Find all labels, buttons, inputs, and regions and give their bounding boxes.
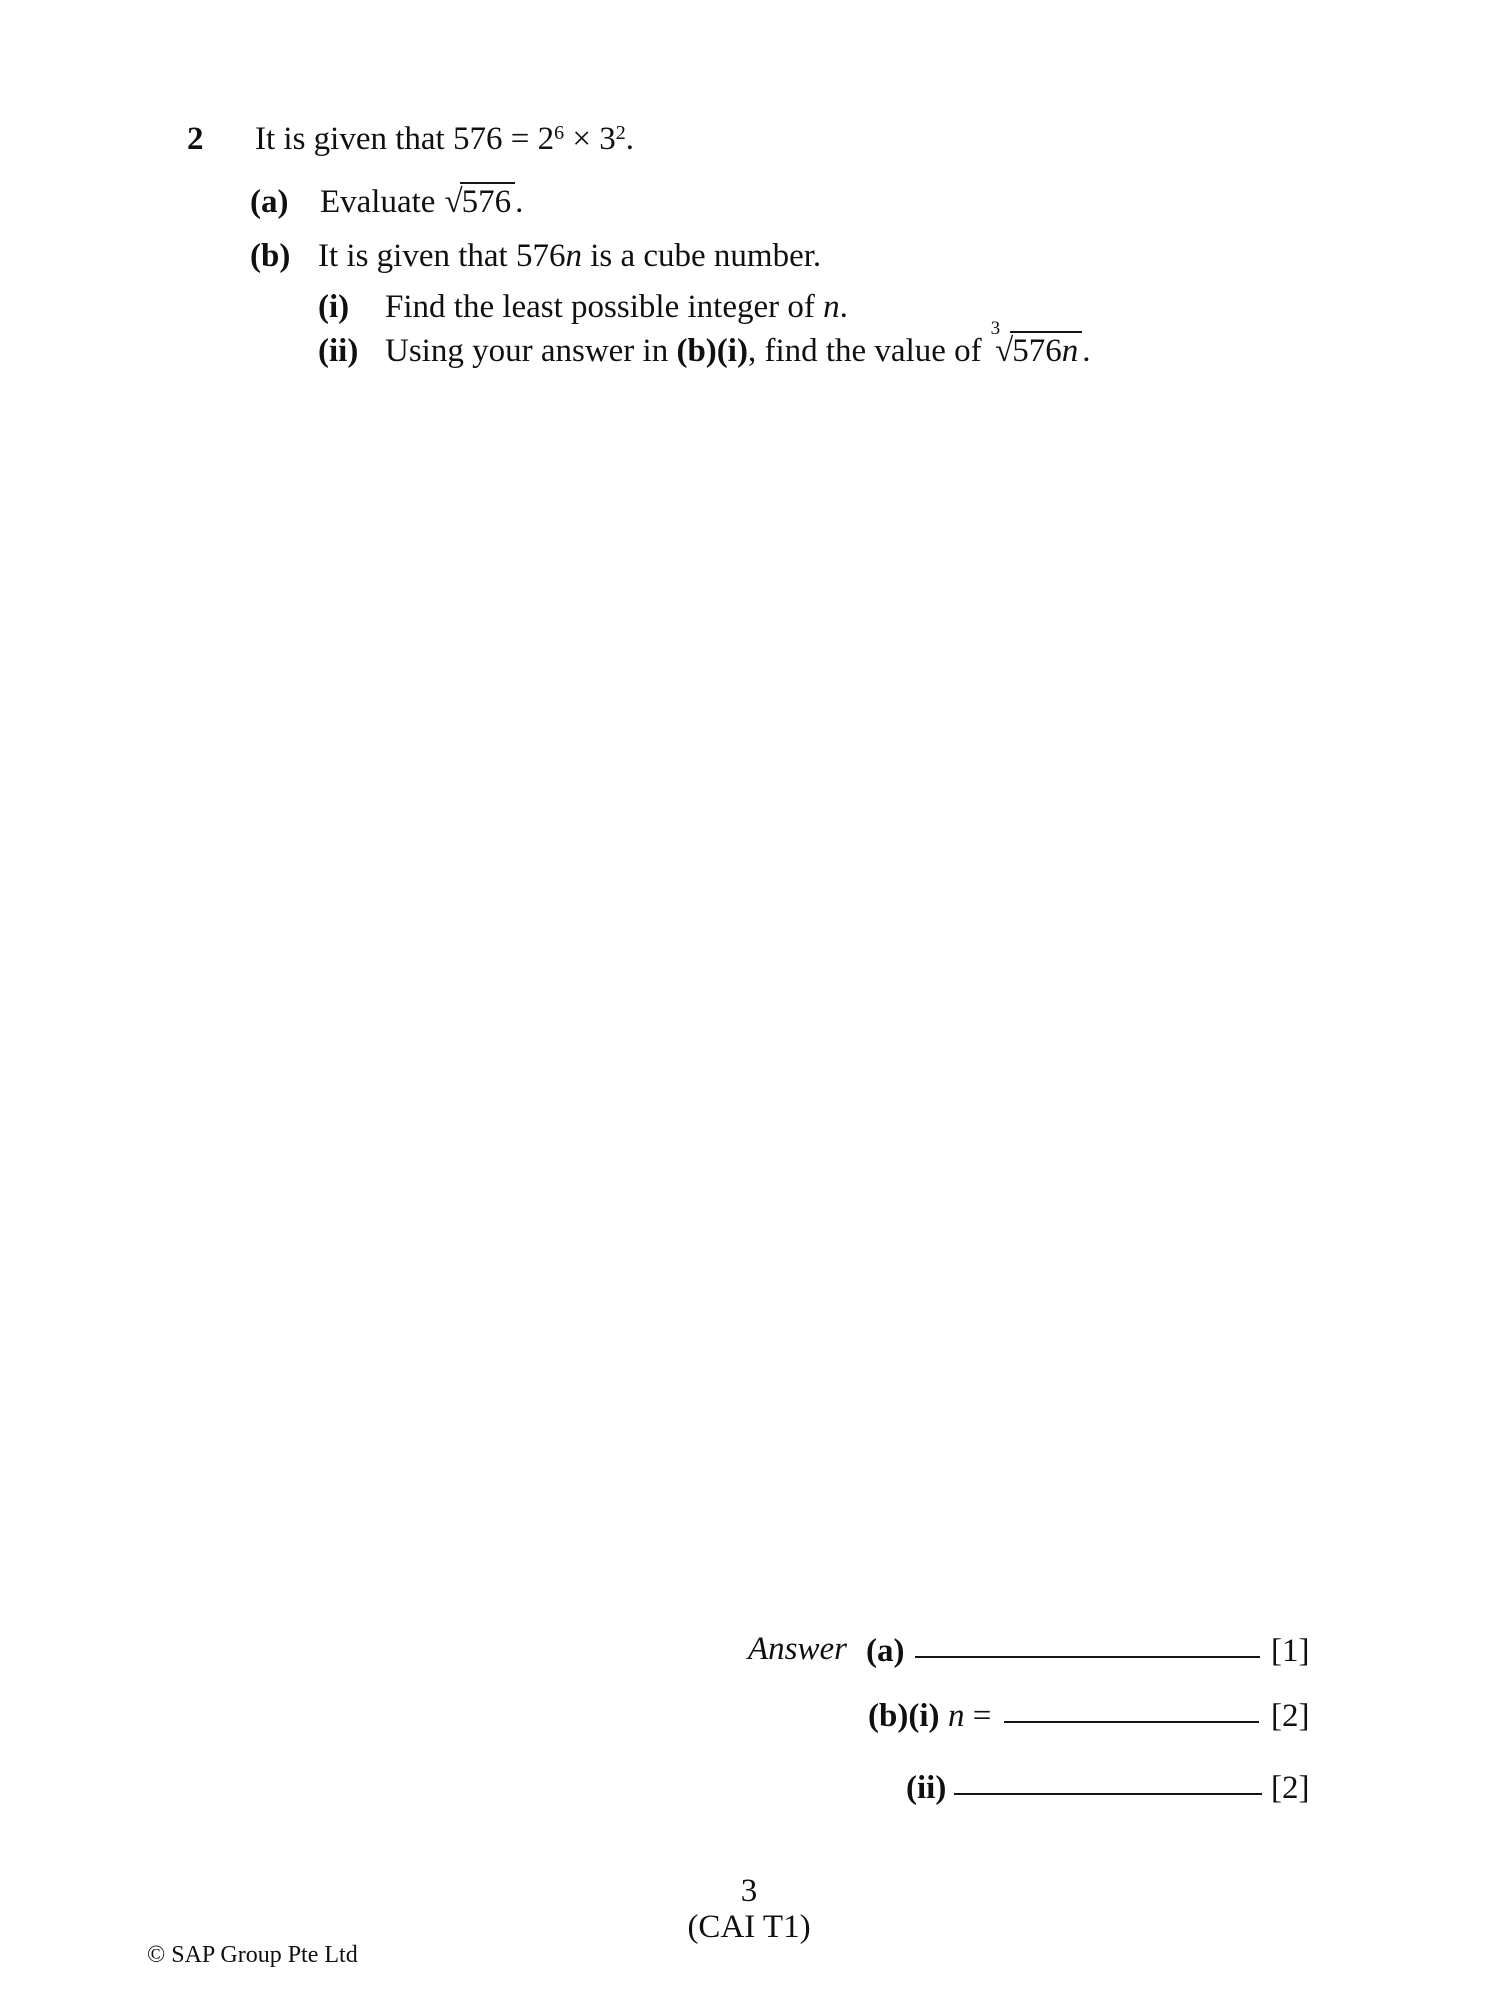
radical-sign: √ (444, 184, 463, 220)
answer-bi-variable (948, 1698, 991, 1734)
cube-root-index: 3 (990, 318, 1001, 339)
question-number: 2 (187, 121, 204, 157)
page-number: 3 (740, 1873, 758, 1909)
paper-code: (CAI T1) (687, 1909, 811, 1945)
answer-a-label: (a) (866, 1633, 905, 1669)
sub-ii-period: . (1082, 333, 1091, 369)
answer-bi-marks: [2] (1271, 1698, 1310, 1734)
answer-label: Answer (748, 1631, 847, 1667)
sub-i-label: (i) (318, 289, 350, 325)
variable-n: n (1061, 333, 1079, 369)
part-b-text-post: is a cube number. (581, 238, 822, 274)
sub-i-text: Find the least possible integer of (385, 289, 824, 325)
sub-ii-row (318, 318, 1091, 369)
variable-n: n (823, 289, 840, 325)
radical-sign: √ (995, 333, 1014, 369)
copyright-notice: © SAP Group Pte Ltd (147, 1942, 358, 1968)
sub-ii-text: Using your answer in (385, 333, 677, 369)
answer-bi-label: (b)(i) (868, 1698, 940, 1734)
square-root (444, 184, 515, 220)
radicand: 576 (460, 182, 516, 220)
radicand (1010, 331, 1082, 369)
part-a-period: . (515, 184, 524, 220)
answer-ii-marks: [2] (1271, 1770, 1310, 1806)
sub-ii-bold-ref: (b)(i) (676, 333, 748, 369)
part-a-row (250, 184, 523, 220)
part-b-row (250, 238, 821, 274)
sub-i-row (318, 289, 848, 325)
part-a-label: (a) (250, 184, 289, 220)
radicand-number: 576 (1012, 333, 1062, 369)
part-a-text: Evaluate (320, 184, 436, 220)
answer-ii-label: (ii) (906, 1770, 947, 1806)
answer-a-marks: [1] (1271, 1633, 1310, 1669)
variable-n: n (565, 238, 582, 274)
equals-sign: = (972, 1698, 992, 1734)
sub-ii-label: (ii) (318, 333, 359, 369)
answer-blank-a (915, 1656, 1260, 1658)
question-intro-mid: × 3 (564, 121, 616, 157)
variable-n: n (948, 1698, 965, 1734)
sub-i-period: . (839, 289, 848, 325)
part-b-text: It is given that 576 (318, 238, 566, 274)
question-intro-text: It is given that 576 = 2 (255, 121, 555, 157)
exponent-6: 6 (554, 122, 565, 144)
exponent-2: 2 (615, 122, 626, 144)
part-b-label: (b) (250, 238, 291, 274)
answer-blank-ii (954, 1793, 1262, 1795)
question-intro-period: . (625, 121, 634, 157)
answer-blank-bi (1004, 1721, 1259, 1723)
cube-root (990, 318, 1083, 369)
sub-ii-text-mid: , find the value of (747, 333, 982, 369)
question-row (187, 121, 634, 157)
